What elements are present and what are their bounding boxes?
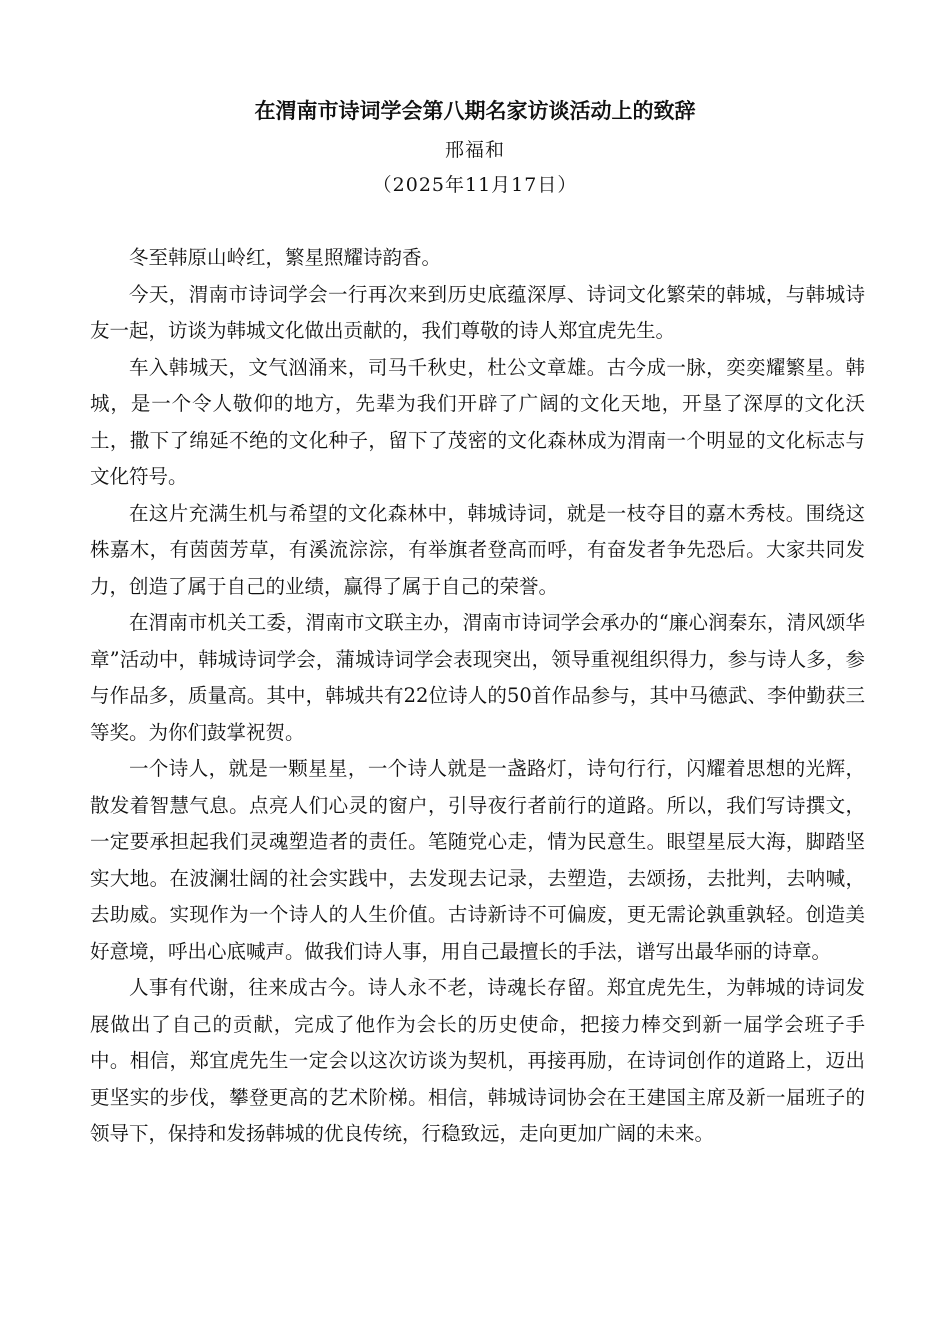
paragraph: 在渭南市机关工委，渭南市文联主办，渭南市诗词学会承办的“廉心润秦东，清风颂华章”活动中，韩城诗词学会，蒲城诗词学会表现突出，领导重视组织得力，参与诗人多，参与作品多，质量高。其中，韩城共有22位诗人的50首作品参与，其中马德武、李仲勤获三等奖。为你们鼓掌祝贺。 bbox=[90, 611, 865, 744]
paragraph: 人事有代谢，往来成古今。诗人永不老，诗魂长存留。郑宜虎先生，为韩城的诗词发展做出了自己的贡献，完成了他作为会长的历史使命，把接力棒交到新一届学会班子手中。相信，郑宜虎先生一定会以这次访谈为契机，再接再励，在诗词创作的道路上，迈出更坚实的步伐，攀登更高的艺术阶梯。相信，韩城诗词协会在王建国主席及新一届班子的领导下，保持和发扬韩城的优良传统，行稳致远，走向更加广阔的未来。 bbox=[90, 976, 865, 1145]
paragraph: 一个诗人，就是一颗星星，一个诗人就是一盏路灯，诗句行行，闪耀着思想的光辉，散发着智慧气息。点亮人们心灵的窗户，引导夜行者前行的道路。所以，我们写诗撰文，一定要承担起我们灵魂塑造者的责任。笔随党心走，情为民意生。眼望星辰大海，脚踏坚实大地。在波澜壮阔的社会实践中，去发现去记录，去塑造，去颂扬，去批判，去呐喊，去助威。实现作为一个诗人的人生价值。古诗新诗不可偏废，更无需论孰重孰轻。创造美好意境，呼出心底喊声。做我们诗人事，用自己最擅长的手法，谱写出最华丽的诗章。 bbox=[90, 757, 865, 963]
document-date: （2025年11月17日） bbox=[372, 174, 578, 196]
document-author: 邢福和 bbox=[444, 139, 505, 161]
document-title: 在渭南市诗词学会第八期名家访谈活动上的致辞 bbox=[254, 98, 696, 123]
document-body bbox=[90, 240, 865, 1153]
paragraph: 在这片充满生机与希望的文化森林中，韩城诗词，就是一枝夺目的嘉木秀枝。围绕这株嘉木，有茵茵芳草，有溪流淙淙，有举旗者登高而呼，有奋发者争先恐后。大家共同发力，创造了属于自己的业绩，赢得了属于自己的荣誉。 bbox=[90, 501, 865, 598]
paragraph: 冬至韩原山岭红，繁星照耀诗韵香。 bbox=[129, 246, 442, 269]
paragraph: 今天，渭南市诗词学会一行再次来到历史底蕴深厚、诗词文化繁荣的韩城，与韩城诗友一起，访谈为韩城文化做出贡献的，我们尊敬的诗人郑宜虎先生。 bbox=[90, 282, 865, 342]
paragraph: 车入韩城天，文气汹涌来，司马千秋史，杜公文章雄。古今成一脉，奕奕耀繁星。韩城，是一个令人敬仰的地方，先辈为我们开辟了广阔的文化天地，开垦了深厚的文化沃土，撒下了绵延不绝的文化种子，留下了茂密的文化森林成为渭南一个明显的文化标志与文化符号。 bbox=[90, 355, 865, 488]
